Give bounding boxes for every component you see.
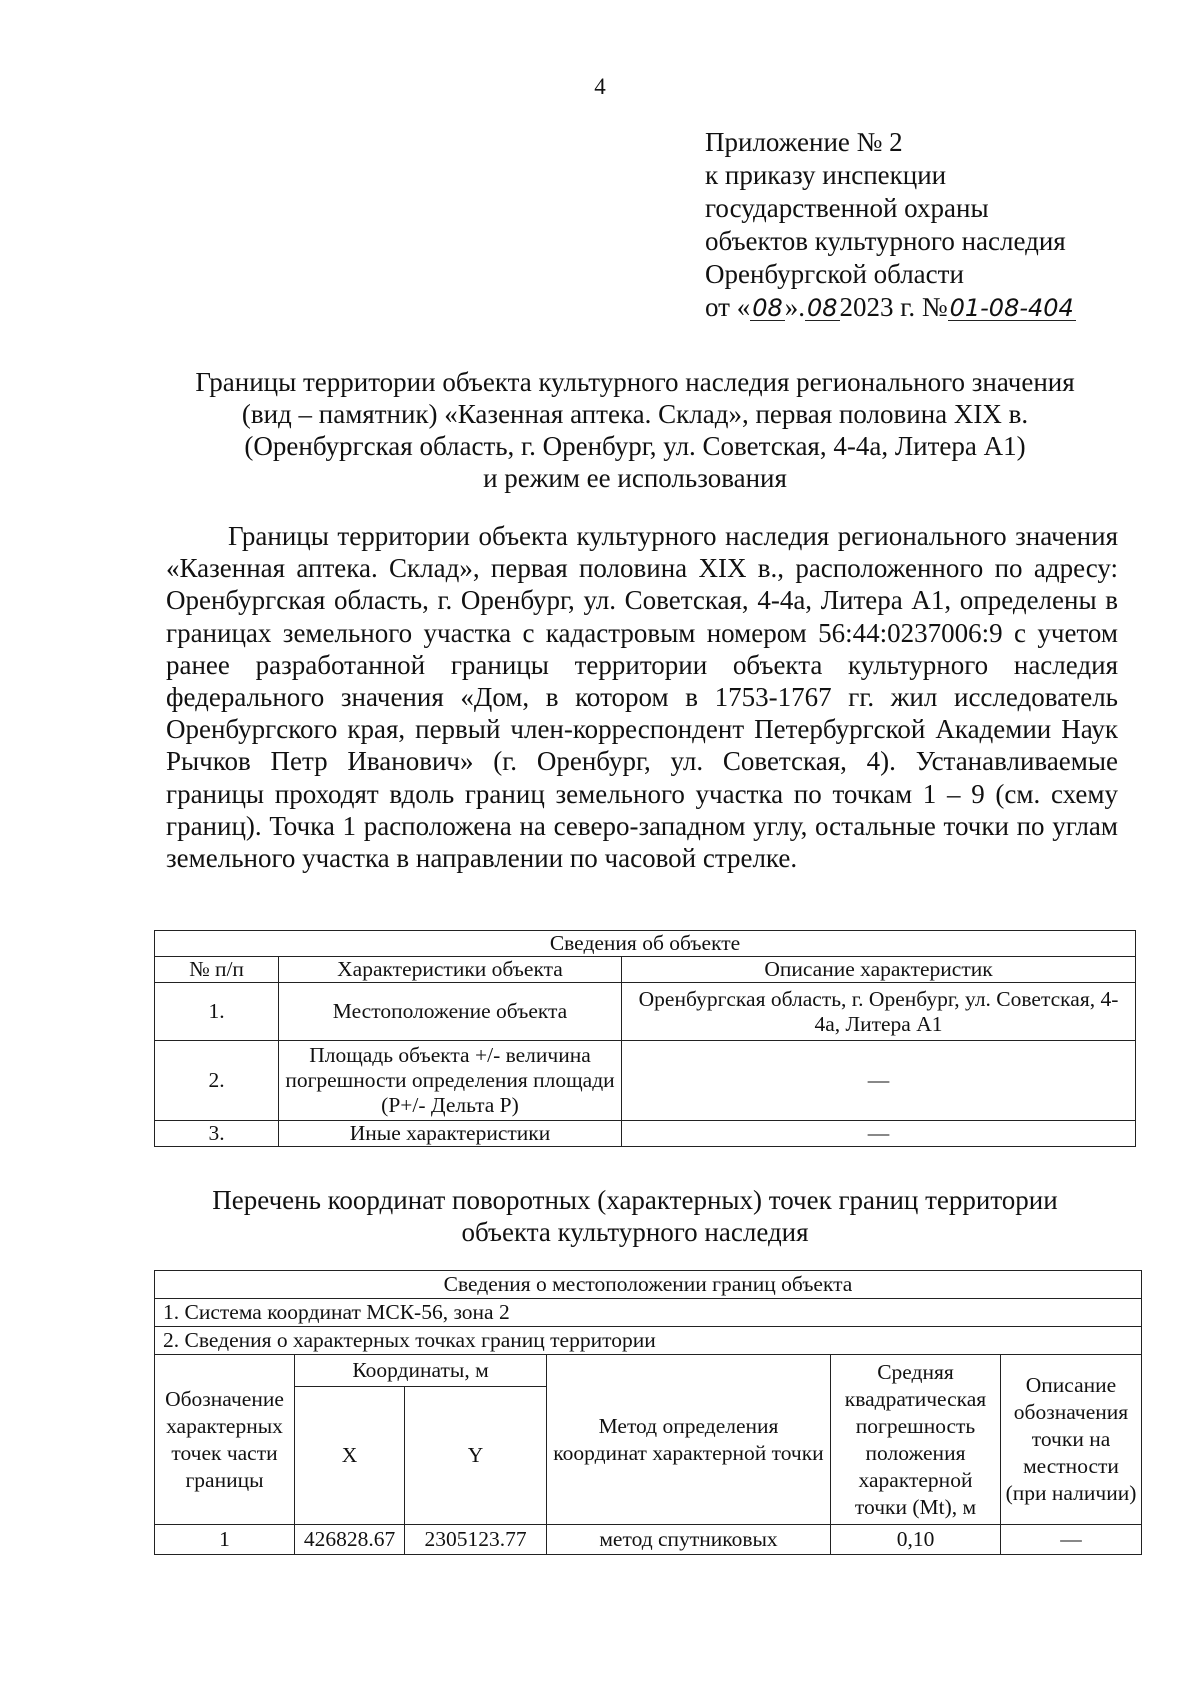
document-title bbox=[150, 366, 1120, 494]
cell-point: 1 bbox=[155, 1525, 295, 1555]
coordinates-heading bbox=[150, 1184, 1120, 1248]
row-num: 1. bbox=[155, 983, 279, 1041]
row-description: — bbox=[622, 1041, 1136, 1121]
header-num: № п/п bbox=[155, 957, 279, 983]
appendix-line: Приложение № 2 bbox=[705, 127, 903, 157]
cell-error: 0,10 bbox=[831, 1525, 1001, 1555]
title-line: (Оренбургская область, г. Оренбург, ул. Советская, 4-4а, Литера А1) bbox=[244, 431, 1026, 461]
appendix-line: к приказу инспекции bbox=[705, 160, 947, 190]
heading-line: Перечень координат поворотных (характерных) точек границ территории bbox=[212, 1185, 1058, 1215]
date-month-handwritten: 08 bbox=[807, 294, 838, 322]
page-number: 4 bbox=[594, 74, 606, 99]
row-description: Оренбургская область, г. Оренбург, ул. Советская, 4-4а, Литера А1 bbox=[622, 983, 1136, 1041]
row-description: — bbox=[622, 1121, 1136, 1147]
appendix-line: объектов культурного наследия bbox=[705, 226, 1066, 256]
object-info-table bbox=[154, 930, 1136, 1147]
coordinates-table bbox=[154, 1270, 1142, 1555]
body-paragraph: Границы территории объекта культурного наследия регионального значения «Казенная аптека. Склад», первая половина XIX в., расположенного по адресу: Оренбургская область, г. Оренбург, ул. Советская, 4-4а, Литера А1, определены в границах земельного участка с кадастровым номером 56:44:0237006:9 с учетом ранее разработанной границы территории объекта культурного наследия федерального значения «Дом, в котором в 1753-1767 гг. жил исследователь Оренбургского края, первый член-корреспондент Петербургской Академии Наук Рычков Петр Иванович» (г. Оренбург, ул. Советская, 4). Устанавливаемые границы проходят вдоль границ земельного участка по точкам 1 – 9 (см. схему границ). Точка 1 расположена на северо-западном углу, остальные точки по углам земельного участка в направлении по часовой стрелке. bbox=[166, 521, 1118, 874]
object-table-caption: Сведения об объекте bbox=[155, 931, 1136, 957]
date-separator: ». bbox=[784, 292, 805, 322]
row-characteristic: Иные характеристики bbox=[279, 1121, 622, 1147]
date-day-handwritten: 08 bbox=[752, 294, 783, 322]
header-x: X bbox=[295, 1387, 405, 1525]
header-y: Y bbox=[405, 1387, 547, 1525]
header-characteristic: Характеристики объекта bbox=[279, 957, 622, 983]
table-row bbox=[155, 1121, 1136, 1147]
title-line: и режим ее использования bbox=[483, 463, 787, 493]
header-coordinates: Координаты, м bbox=[295, 1355, 547, 1387]
date-prefix: от « bbox=[705, 292, 751, 322]
header-method: Метод определения координат характерной точки bbox=[547, 1355, 831, 1525]
appendix-date-line bbox=[705, 291, 1076, 324]
cell-y: 2305123.77 bbox=[405, 1525, 547, 1555]
points-caption: 2. Сведения о характерных точках границ территории bbox=[155, 1327, 1142, 1355]
heading-line: объекта культурного наследия bbox=[461, 1217, 809, 1247]
header-point-description: Описание обозначения точки на местности (при наличии) bbox=[1001, 1355, 1142, 1525]
header-description: Описание характеристик bbox=[622, 957, 1136, 983]
doc-number-handwritten: 01-08-404 bbox=[949, 294, 1074, 322]
cell-x: 426828.67 bbox=[295, 1525, 405, 1555]
appendix-block bbox=[705, 126, 1076, 324]
title-line: (вид – памятник) «Казенная аптека. Склад», первая половина XIX в. bbox=[241, 399, 1029, 429]
cell-description: — bbox=[1001, 1525, 1142, 1555]
date-year: 2023 г. № bbox=[839, 292, 948, 322]
row-characteristic: Площадь объекта +/- величина погрешности определения площади (P+/- Дельта P) bbox=[279, 1041, 622, 1121]
body-paragraph-block bbox=[166, 520, 1118, 874]
table-row bbox=[155, 1041, 1136, 1121]
appendix-line: государственной охраны bbox=[705, 193, 989, 223]
row-characteristic: Местоположение объекта bbox=[279, 983, 622, 1041]
header-error: Средняя квадратическая погрешность положения характерной точки (Mt), м bbox=[831, 1355, 1001, 1525]
row-num: 2. bbox=[155, 1041, 279, 1121]
table-row bbox=[155, 983, 1136, 1041]
title-line: Границы территории объекта культурного наследия регионального значения bbox=[195, 367, 1075, 397]
header-designation: Обозначение характерных точек части границы bbox=[155, 1355, 295, 1525]
coordinate-system: 1. Система координат МСК-56, зона 2 bbox=[155, 1299, 1142, 1327]
table-row bbox=[155, 1525, 1142, 1555]
appendix-line: Оренбургской области bbox=[705, 259, 964, 289]
coord-table-caption: Сведения о местоположении границ объекта bbox=[155, 1271, 1142, 1299]
row-num: 3. bbox=[155, 1121, 279, 1147]
cell-method: метод спутниковых bbox=[547, 1525, 831, 1555]
